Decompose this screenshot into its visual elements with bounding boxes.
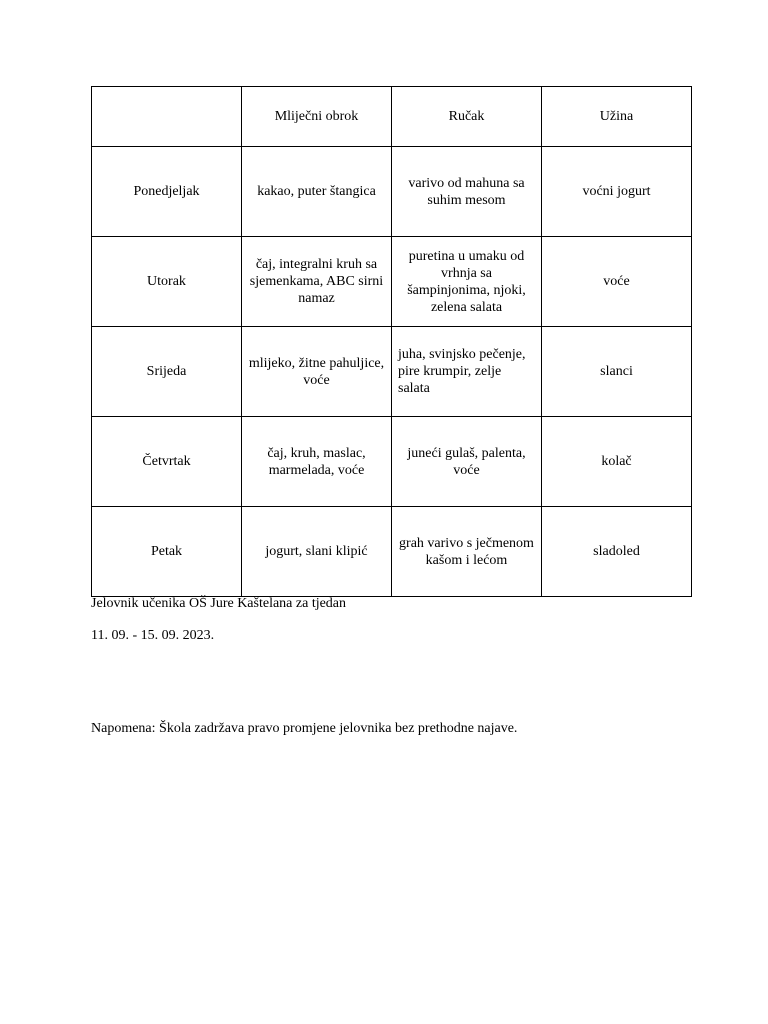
- uzina-cell: voćni jogurt: [542, 147, 692, 237]
- rucak-cell: varivo od mahuna sa suhim mesom: [392, 147, 542, 237]
- rucak-cell: juneći gulaš, palenta, voće: [392, 417, 542, 507]
- day-cell: Četvrtak: [92, 417, 242, 507]
- header-cell-empty: [92, 87, 242, 147]
- table-header-row: [92, 87, 692, 147]
- mlijecni-cell: čaj, kruh, maslac, marmelada, voće: [242, 417, 392, 507]
- day-cell: Utorak: [92, 237, 242, 327]
- uzina-cell: voće: [542, 237, 692, 327]
- uzina-cell: slanci: [542, 327, 692, 417]
- uzina-cell: kolač: [542, 417, 692, 507]
- menu-caption: Jelovnik učenika OŠ Jure Kaštelana za tjedan: [91, 596, 347, 611]
- date-range: 11. 09. - 15. 09. 2023.: [91, 628, 215, 643]
- rucak-cell: grah varivo s ječmenom kašom i lećom: [392, 507, 542, 597]
- table-row-cetvrtak: [92, 417, 692, 507]
- mlijecni-cell: kakao, puter štangica: [242, 147, 392, 237]
- day-cell: Srijeda: [92, 327, 242, 417]
- table-row-utorak: [92, 237, 692, 327]
- uzina-cell: sladoled: [542, 507, 692, 597]
- header-cell-mlijecni-obrok: Mliječni obrok: [242, 87, 392, 147]
- mlijecni-cell: jogurt, slani klipić: [242, 507, 392, 597]
- day-cell: Ponedjeljak: [92, 147, 242, 237]
- rucak-cell: juha, svinjsko pečenje, pire krumpir, zelje salata: [392, 327, 542, 417]
- menu-table: [91, 86, 692, 597]
- table-row-ponedjeljak: [92, 147, 692, 237]
- mlijecni-cell: mlijeko, žitne pahuljice, voće: [242, 327, 392, 417]
- mlijecni-cell: čaj, integralni kruh sa sjemenkama, ABC sirni namaz: [242, 237, 392, 327]
- header-cell-rucak: Ručak: [392, 87, 542, 147]
- day-cell: Petak: [92, 507, 242, 597]
- note-text: Napomena: Škola zadržava pravo promjene jelovnika bez prethodne najave.: [91, 721, 518, 736]
- table-row-petak: [92, 507, 692, 597]
- table-row-srijeda: [92, 327, 692, 417]
- header-cell-uzina: Užina: [542, 87, 692, 147]
- rucak-cell: puretina u umaku od vrhnja sa šampinjonima, njoki, zelena salata: [392, 237, 542, 327]
